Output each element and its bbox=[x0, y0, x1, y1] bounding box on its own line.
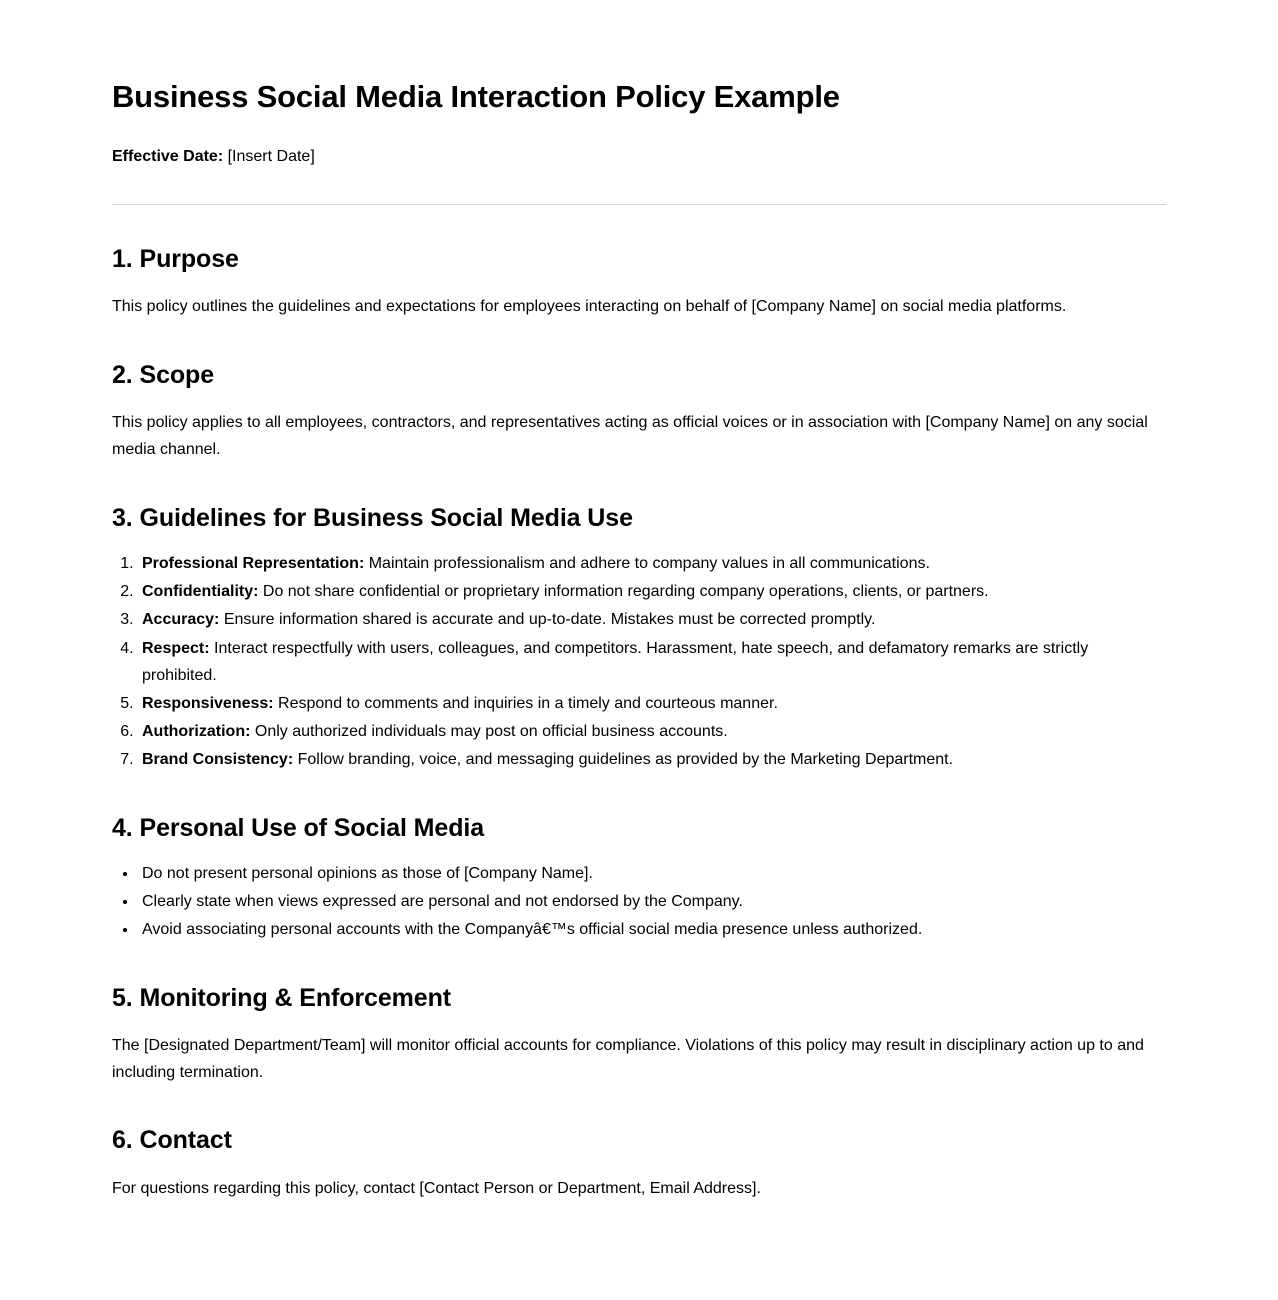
page-title: Business Social Media Interaction Policy Example bbox=[112, 79, 840, 114]
header-divider bbox=[112, 204, 1166, 205]
list-item bbox=[138, 606, 1166, 633]
list-item-term: Responsiveness: bbox=[142, 694, 274, 712]
section-body-contact: For questions regarding this policy, contact [Contact Person or Department, Email Address]. bbox=[112, 1179, 761, 1197]
list-item: • Do not present personal opinions as those of [Company Name]. bbox=[138, 860, 1166, 887]
list-item-term: Respect: bbox=[142, 639, 210, 657]
section-heading-contact: 6. Contact bbox=[112, 1126, 232, 1155]
section-body-monitoring-enforcement: The [Designated Department/Team] will monitor official accounts for compliance. Violations of this policy may result in disciplinary action up to and including termination. bbox=[112, 1037, 1144, 1082]
section-heading-personal-use: 4. Personal Use of Social Media bbox=[112, 813, 485, 842]
list-item-description: Respond to comments and inquiries in a timely and courteous manner. bbox=[273, 694, 778, 712]
list-item-term: Confidentiality: bbox=[142, 583, 259, 601]
list-item: • Avoid associating personal accounts with the Companyâ€™s official social media presence unless authorized. bbox=[138, 916, 1166, 943]
list-item bbox=[138, 635, 1166, 689]
list-item-description: Maintain professionalism and adhere to company values in all communications. bbox=[364, 555, 930, 572]
list-item bbox=[138, 578, 1166, 605]
list-item-description: Only authorized individuals may post on official business accounts. bbox=[250, 723, 728, 741]
section-scope bbox=[112, 359, 1166, 464]
list-item-description: Follow branding, voice, and messaging guidelines as provided by the Marketing Department. bbox=[293, 751, 954, 769]
list-item bbox=[138, 550, 1166, 577]
section-heading-monitoring-enforcement: 5. Monitoring & Enforcement bbox=[112, 983, 451, 1012]
list-item-description: Ensure information shared is accurate and up-to-date. Mistakes must be corrected promptly. bbox=[219, 611, 876, 629]
section-purpose bbox=[112, 243, 1166, 321]
section-guidelines bbox=[112, 502, 1166, 774]
section-heading-guidelines: 3. Guidelines for Business Social Media Use bbox=[112, 503, 633, 532]
list-item-description: Interact respectfully with users, colleagues, and competitors. Harassment, hate speech, and defamatory remarks are strictly prohibited. bbox=[142, 639, 1089, 684]
effective-date-value: [Insert Date] bbox=[227, 147, 315, 165]
list-item-term: Professional Representation: bbox=[142, 555, 365, 572]
list-item-description: Do not share confidential or proprietary information regarding company operations, clients, or partners. bbox=[258, 583, 989, 601]
section-monitoring-enforcement bbox=[112, 982, 1166, 1087]
list-item-term: Brand Consistency: bbox=[142, 751, 294, 769]
personal-use-list bbox=[112, 860, 1166, 944]
section-body-purpose: This policy outlines the guidelines and expectations for employees interacting on behalf of [Company Name] on social media platforms. bbox=[112, 298, 1067, 316]
section-heading-purpose: 1. Purpose bbox=[112, 244, 239, 273]
list-item-term: Accuracy: bbox=[142, 611, 220, 629]
guidelines-list bbox=[112, 550, 1166, 774]
section-heading-scope: 2. Scope bbox=[112, 360, 215, 389]
section-body-scope: This policy applies to all employees, contractors, and representatives acting as official voices or in association with [Company Name] on any social media channel. bbox=[112, 414, 1148, 459]
section-personal-use bbox=[112, 812, 1166, 944]
list-item bbox=[138, 746, 1166, 773]
list-item-term: Authorization: bbox=[142, 723, 251, 741]
list-item: • Clearly state when views expressed are personal and not endorsed by the Company. bbox=[138, 888, 1166, 915]
list-item bbox=[138, 718, 1166, 745]
policy-document bbox=[112, 78, 1166, 1202]
effective-date-label: Effective Date: bbox=[112, 147, 224, 165]
section-contact bbox=[112, 1124, 1166, 1202]
list-item bbox=[138, 690, 1166, 717]
effective-date-line bbox=[112, 143, 1166, 170]
